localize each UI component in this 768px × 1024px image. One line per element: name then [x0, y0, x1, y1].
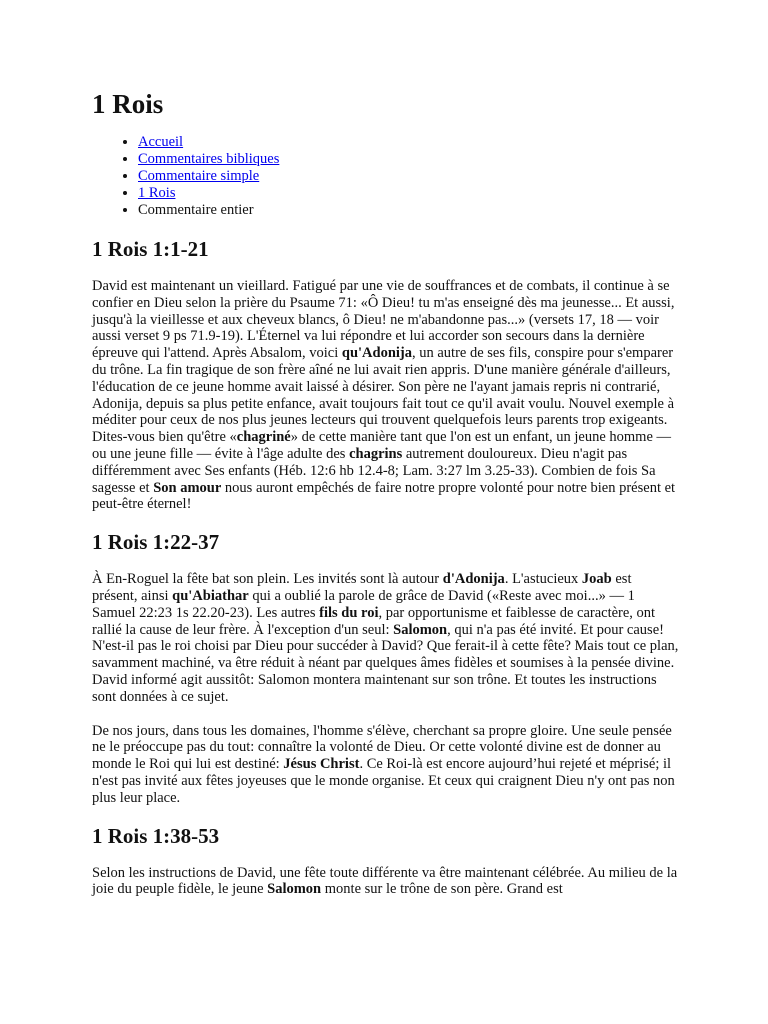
bold-text-run: Joab [581, 571, 612, 588]
bold-text-run: fils du roi [319, 604, 379, 621]
text-run: est présent, ainsi [92, 571, 632, 604]
section-1 [92, 237, 680, 513]
text-run: . Ce Roi-là est encore aujourd’hui rejeté et méprisé; il n'est pas invité aux fêtes joyeuses que le monde organise. Et ceux qui craignent Dieu n'y ont pas non plus leur place. [92, 756, 675, 806]
breadcrumb-item-book [138, 185, 680, 202]
text-run: , qui n'a pas été invité. Et pour cause! N'est-il pas le roi choisi par Dieu pour succéder à David? Que ferait-il à cette fête? Mais tout ce plan, savamment machiné, va être réduit à néant par quelques âmes fidèles et soumises à la pensée divine. David informé agit aussitôt: Salomon montera maintenant sur son trône. Et toutes les instructions sont données à ce sujet. [92, 621, 679, 705]
breadcrumb [92, 134, 680, 219]
text-run: David est maintenant un vieillard. Fatigué par une vie de souffrances et de combats, il continue à se confier en Dieu selon la prière du Psaume 71: «Ô Dieu! tu m'as enseigné dès ma jeunesse... Et aussi, jusqu'à la vieillesse et aux cheveux blancs, ô Dieu! ne m'abandonne pas...» (versets 17, 18 — voir aussi verset 9 ps 71.9-19). L'Éternel va lui répondre et lui accorder son secours dans la dernière épreuve qui l'attend. Après Absalom, voici [92, 278, 675, 362]
section-heading: 1 Rois 1:22-37 [92, 530, 220, 555]
bold-text-run: Son amour [153, 479, 222, 496]
section-2 [92, 530, 680, 806]
bold-text-run: qu'Adonija [341, 345, 412, 362]
bold-text-run: Jésus Christ [283, 756, 360, 773]
bold-text-run: Salomon [267, 881, 322, 898]
text-run: . L'astucieux [504, 571, 582, 588]
paragraph [92, 723, 680, 807]
paragraph [92, 865, 680, 899]
bold-text-run: d'Adonija [442, 571, 505, 588]
text-run: autrement douloureux. Dieu n'agit pas différemment avec Ses enfants (Héb. 12:6 hb 12.4-8; Lam. 3:27 lm 3.25-33). Combien de fois Sa sagesse et [92, 445, 656, 496]
section-3 [92, 824, 680, 899]
text-run: Selon les instructions de David, une fête toute différente va être maintenant célébrée. Au milieu de la joie du peuple fidèle, le jeune [92, 864, 678, 898]
breadcrumb-item-commentaries [138, 151, 680, 168]
bold-text-run: chagriné [236, 429, 291, 446]
page-title: 1 Rois [92, 89, 164, 119]
text-run: monte sur le trône de son père. Grand est [321, 881, 563, 898]
breadcrumb-item-simple-commentary [138, 168, 680, 185]
section-heading: 1 Rois 1:38-53 [92, 823, 220, 848]
breadcrumb-link-simple-commentary[interactable]: Commentaire simple [138, 168, 260, 184]
paragraph [92, 571, 680, 705]
text-run: qui a oublié la parole de grâce de David («Reste avec moi...» — 1 Samuel 22:23 1s 22.20-23). Les autres [92, 587, 635, 621]
text-run: , un autre de ses fils, conspire pour s'emparer du trône. La fin tragique de son frère aîné ne lui avait rien appris. D'une manière générale d'ailleurs, l'éducation de ce jeune homme avait laissé à désirer. Son père ne l'ayant jamais repris ni contrarié, Adonija, depuis sa plus petite enfance, avait toujours fait tout ce qu'il avait voulu. Nouvel exemple à méditer pour ceux de nos plus jeunes lecteurs qui trouvent quelquefois leurs parents trop exigeants. Dites-vous bien qu'être « [92, 345, 675, 446]
breadcrumb-link-home[interactable]: Accueil [138, 134, 184, 150]
text-run: À En-Roguel la fête bat son plein. Les invités sont là autour [92, 571, 443, 588]
text-run: De nos jours, dans tous les domaines, l'homme s'élève, cherchant sa propre gloire. Une seule pensée ne le préoccupe pas du tout: connaître la volonté de Dieu. Or cette volonté divine est de donner au monde le Roi qui lui est destiné: [92, 722, 672, 773]
breadcrumb-current-label: Commentaire entier [138, 202, 254, 218]
bold-text-run: chagrins [349, 445, 403, 462]
breadcrumb-item-current [138, 202, 680, 219]
section-heading: 1 Rois 1:1-21 [92, 237, 209, 261]
text-run: nous auront empêchés de faire notre propre volonté pour notre bien présent et peut-être éternel! [92, 479, 676, 513]
breadcrumb-link-commentaries[interactable]: Commentaires bibliques [138, 151, 280, 167]
breadcrumb-item-home [138, 134, 680, 151]
paragraph [92, 278, 680, 513]
bold-text-run: qu'Abiathar [172, 587, 249, 604]
bold-text-run: Salomon [393, 621, 448, 638]
text-run: » de cette manière tant que l'on est un enfant, un jeune homme — ou une jeune fille — évite à l'âge adulte des [92, 429, 672, 462]
breadcrumb-link-book[interactable]: 1 Rois [138, 185, 176, 201]
text-run: , par opportunisme et faiblesse de caractère, ont rallié la cause de leur frère. À l'exception d'un seul: [92, 604, 656, 638]
